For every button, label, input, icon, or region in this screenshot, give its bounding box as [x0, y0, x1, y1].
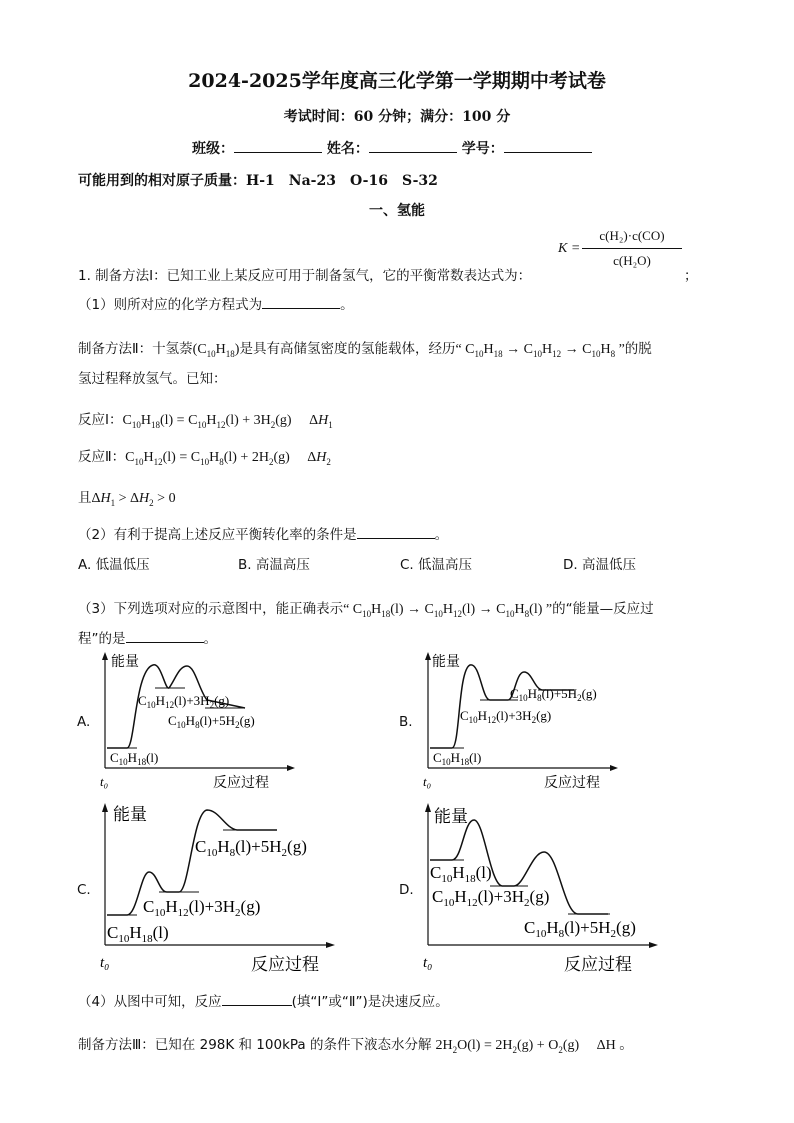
- reaction-1-label: 反应Ⅰ：: [78, 412, 123, 428]
- delta-h-end: ΔH 。: [596, 1038, 634, 1053]
- x-axis-arrow: [287, 765, 295, 771]
- reaction-2-equation: $C_{10}H_{12}(l) = C_{10}H_8(l) + 2H_2(g)$ $\Delta H_2$: [125, 450, 331, 467]
- k-end: ；: [684, 268, 698, 284]
- graph-d-label[interactable]: D.: [399, 882, 414, 898]
- q1-part2-end: 。: [434, 527, 449, 543]
- reaction-1-equation: $C_{10}H_{18}(l) = C_{10}H_{12}(l) + 3H_2(g)$ $\Delta H_1$: [122, 413, 333, 430]
- q1-part3-text-c: 程”的是: [78, 631, 126, 647]
- dehydrogenation-path: “ $C_{10}H_{18} \to C_{10}H_{12} \to C_{10}H_8$ ”: [455, 342, 625, 359]
- reaction-1: [78, 408, 333, 430]
- enthalpy-inequality: $\Delta H_1 > \Delta H_2 > 0$: [91, 491, 176, 508]
- graph-c-label[interactable]: C.: [77, 882, 91, 898]
- y-axis-title: 能量: [113, 805, 147, 825]
- energy-diagram-c: [95, 800, 355, 980]
- x-axis-title: 反应过程: [564, 955, 632, 975]
- q1-part4-text-a: （4）从图中可知，反应: [78, 994, 222, 1010]
- name-field[interactable]: [369, 137, 457, 153]
- x-axis-arrow: [649, 942, 658, 948]
- energy-diagram-d: [418, 800, 678, 980]
- label-c10h18: $C_{10}H_{18}(l)$: [430, 863, 492, 885]
- energy-curve: [430, 665, 574, 748]
- option-c[interactable]: C. 低温高压: [400, 557, 473, 573]
- q1-part4: [78, 990, 449, 1010]
- exam-time-info: 考试时间：60 分钟；满分：100 分: [283, 109, 511, 125]
- q1-part4-text-b: (填“Ⅰ”或“Ⅱ”)是决速反应。: [291, 994, 449, 1010]
- k-denominator: c(H₂O): [613, 253, 651, 268]
- page-title: 2024-2025学年度高三化学第一学期期中考试卷: [188, 70, 606, 92]
- section-title: 一、氢能: [369, 203, 425, 219]
- method2-line2: 氢过程释放氢气。已知：: [78, 371, 227, 387]
- label-c10h8: $C_{10}H_8(l)+5H_2(g)$: [195, 837, 307, 859]
- water-decomposition-equation: $2H_2O(l) = 2H_2(g) + O_2(g)$: [435, 1038, 597, 1055]
- x-axis-arrow: [610, 765, 618, 771]
- q1-intro: 1. 制备方法Ⅰ：已知工业上某反应可用于制备氢气，它的平衡常数表达式为：: [78, 268, 532, 284]
- method2-line1: [78, 337, 652, 359]
- label-c10h18: $C_{10}H_{18}(l)$: [110, 750, 159, 767]
- answer-blank-4[interactable]: [222, 990, 292, 1006]
- y-axis-title: 能量: [111, 654, 139, 670]
- x-axis-title: 反应过程: [213, 775, 269, 791]
- q1-part3-line2: [78, 627, 217, 647]
- label-c10h8: $C_{10}H_8(l)+5H_2(g)$: [524, 918, 636, 940]
- x-axis-arrow: [326, 942, 335, 948]
- answer-blank-3[interactable]: [126, 627, 204, 643]
- label-c10h18: $C_{10}H_{18}(l)$: [107, 923, 169, 945]
- q1-part3-text-b: 的“能量—反应过: [552, 601, 654, 617]
- method2-text-a: 制备方法Ⅱ：十氢萘: [78, 341, 193, 357]
- reaction-2-label: 反应Ⅱ：: [78, 449, 126, 465]
- x-axis-title: 反应过程: [544, 775, 600, 791]
- label-c10h8: $C_{10}H_8(l)+5H_2(g)$: [168, 713, 255, 730]
- origin-label: t₀: [100, 955, 110, 971]
- class-field[interactable]: [234, 137, 322, 153]
- answer-blank-1[interactable]: [262, 293, 340, 309]
- q1-part2: [78, 523, 448, 543]
- student-info-row: [192, 137, 592, 158]
- k-expression: [558, 241, 580, 257]
- fraction-bar: [582, 248, 682, 249]
- graph-b-label[interactable]: B.: [399, 714, 413, 730]
- y-axis-arrow: [425, 652, 431, 660]
- q1-part1: [78, 293, 354, 313]
- energy-diagram-b: [418, 650, 628, 795]
- label-c10h18: $C_{10}H_{18}(l)$: [433, 750, 482, 767]
- q1-part2-text: （2）有利于提高上述反应平衡转化率的条件是: [78, 527, 357, 543]
- id-label: 学号：: [461, 141, 504, 157]
- x-axis-title: 反应过程: [251, 955, 319, 975]
- q1-part3-end: 。: [203, 631, 217, 647]
- option-b[interactable]: B. 高温高压: [238, 557, 310, 573]
- q1-part1-end: 。: [340, 297, 354, 313]
- q1-part3-text-a: （3）下列选项对应的示意图中，能正确表示: [78, 601, 344, 617]
- method3-text: 制备方法Ⅲ：已知在 298K 和 100kPa 的条件下液态水分解: [78, 1037, 432, 1053]
- q1-part1-text: （1）则所对应的化学方程式为: [78, 297, 263, 313]
- origin-label: t₀: [423, 774, 432, 789]
- origin-label: t₀: [100, 774, 109, 789]
- method2-text-b: 是具有高储氢密度的氢能载体，经历: [239, 341, 456, 357]
- y-axis-title: 能量: [434, 807, 468, 827]
- k-symbol: K =: [558, 241, 581, 256]
- method2-text-c: 的脱: [624, 341, 652, 357]
- y-axis-arrow: [102, 803, 108, 812]
- k-numerator: c(H₂)·c(CO): [599, 228, 665, 243]
- student-id-field[interactable]: [504, 137, 592, 153]
- and-label: 且: [78, 490, 92, 506]
- energy-diagram-a: [95, 650, 305, 795]
- y-axis-arrow: [425, 803, 431, 812]
- atomic-masses: 可能用到的相对原子质量：H-1 Na-23 O-16 S-32: [78, 173, 438, 189]
- origin-label: t₀: [423, 955, 433, 971]
- y-axis-title: 能量: [432, 654, 460, 670]
- enthalpy-condition: [78, 486, 176, 508]
- label-c10h12: $C_{10}H_{12}(l)+3H_2(g)$: [460, 708, 552, 725]
- y-axis-arrow: [102, 652, 108, 660]
- full-reaction-path: “ $C_{10}H_{18}(l) \to C_{10}H_{12}(l) \to C_{10}H_8(l)$ ”: [343, 602, 553, 619]
- graph-a-label[interactable]: A.: [77, 714, 91, 730]
- reaction-2: [78, 445, 331, 467]
- label-c10h12: $C_{10}H_{12}(l)+3H_2(g)$: [143, 897, 261, 919]
- answer-blank-2[interactable]: [357, 523, 435, 539]
- q1-part3-line1: [78, 597, 654, 619]
- option-d[interactable]: D. 高温低压: [563, 557, 636, 573]
- name-label: 姓名：: [326, 141, 369, 157]
- label-c10h12: $C_{10}H_{12}(l)+3H_2(g)$: [432, 887, 550, 909]
- decalin-formula: $(C_{10}H_{18})$: [192, 342, 240, 359]
- class-label: 班级：: [192, 141, 234, 157]
- label-c10h12: $C_{10}H_{12}(l)+3H_2(g)$: [138, 693, 230, 710]
- option-a[interactable]: A. 低温低压: [78, 557, 150, 573]
- label-c10h8: $C_{10}H_8(l)+5H_2(g)$: [510, 686, 597, 703]
- method3-line: [78, 1033, 633, 1055]
